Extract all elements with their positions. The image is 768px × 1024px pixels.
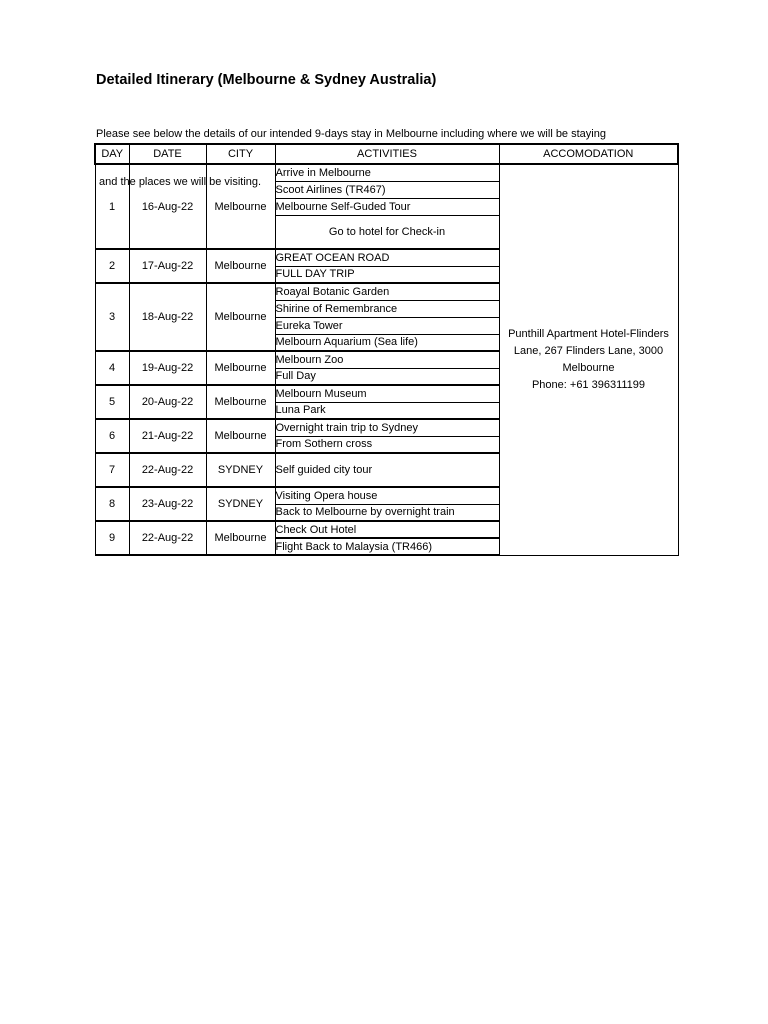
activity-cell: Back to Melbourne by overnight train [275,504,499,521]
activity-cell: Flight Back to Malaysia (TR466) [275,538,499,555]
activity-cell: Melbourn Museum [275,385,499,402]
date-cell: 22-Aug-22 [129,521,206,555]
table-row [95,164,678,181]
city-cell: Melbourne [206,385,275,419]
date-cell: 22-Aug-22 [129,453,206,487]
city-cell: Melbourne [206,249,275,283]
activity-cell: Full Day [275,368,499,385]
day-cell: 9 [95,521,129,555]
activity-cell: Visiting Opera house [275,487,499,504]
activity-cell: Check Out Hotel [275,521,499,538]
date-cell: 21-Aug-22 [129,419,206,453]
day-cell: 5 [95,385,129,419]
activity-cell: Melbourne Self-Guded Tour [275,198,499,215]
date-cell: 17-Aug-22 [129,249,206,283]
intro-line: and the places we will be visiting. [96,176,262,188]
city-cell: SYDNEY [206,487,275,521]
activity-cell: Go to hotel for Check-in [275,215,499,249]
day-cell: 3 [95,283,129,351]
activity-cell: Arrive in Melbourne [275,164,499,181]
header-city: CITY [206,144,275,164]
date-cell: 16-Aug-22 [129,164,206,249]
activity-cell: Melbourn Aquarium (Sea life) [275,334,499,351]
city-cell: Melbourne [206,419,275,453]
activity-cell: Shirine of Remembrance [275,300,499,317]
activity-cell: FULL DAY TRIP [275,266,499,283]
date-cell: 20-Aug-22 [129,385,206,419]
day-cell: 8 [95,487,129,521]
header-day: DAY [95,144,129,164]
table-header-row [95,144,678,164]
day-cell: 6 [95,419,129,453]
activity-cell: Overnight train trip to Sydney [275,419,499,436]
activity-cell: From Sothern cross [275,436,499,453]
day-cell: 7 [95,453,129,487]
city-cell: Melbourne [206,351,275,385]
city-cell: Melbourne [206,283,275,351]
date-cell: 18-Aug-22 [129,283,206,351]
activity-cell: Scoot Airlines (TR467) [275,181,499,198]
table-body [95,164,678,555]
day-cell: 1 [95,164,129,249]
city-cell: SYDNEY [206,453,275,487]
document-title: Detailed Itinerary (Melbourne & Sydney Australia) [96,72,437,88]
activity-cell: Eureka Tower [275,317,499,334]
header-date: DATE [129,144,206,164]
itinerary-table [94,143,679,556]
accommodation-line: Melbourne [562,361,615,374]
accommodation-line: Punthill Apartment Hotel-Flinders [508,327,669,340]
activity-cell: Luna Park [275,402,499,419]
activity-cell: Roayal Botanic Garden [275,283,499,300]
accommodation-line: Lane, 267 Flinders Lane, 3000 [513,344,664,357]
city-cell: Melbourne [206,164,275,249]
activity-cell: GREAT OCEAN ROAD [275,249,499,266]
day-cell: 2 [95,249,129,283]
activity-cell: Self guided city tour [275,453,499,487]
header-activities: ACTIVITIES [275,144,499,164]
city-cell: Melbourne [206,521,275,555]
accommodation-line: Phone: +61 396311199 [531,378,646,391]
accommodation-cell [499,164,678,555]
date-cell: 23-Aug-22 [129,487,206,521]
header-accommodation: ACCOMODATION [499,144,678,164]
day-cell: 4 [95,351,129,385]
date-cell: 19-Aug-22 [129,351,206,385]
activity-cell: Melbourn Zoo [275,351,499,368]
intro-line: Please see below the details of our intended 9-days stay in Melbourne including where we will be staying [96,128,606,140]
